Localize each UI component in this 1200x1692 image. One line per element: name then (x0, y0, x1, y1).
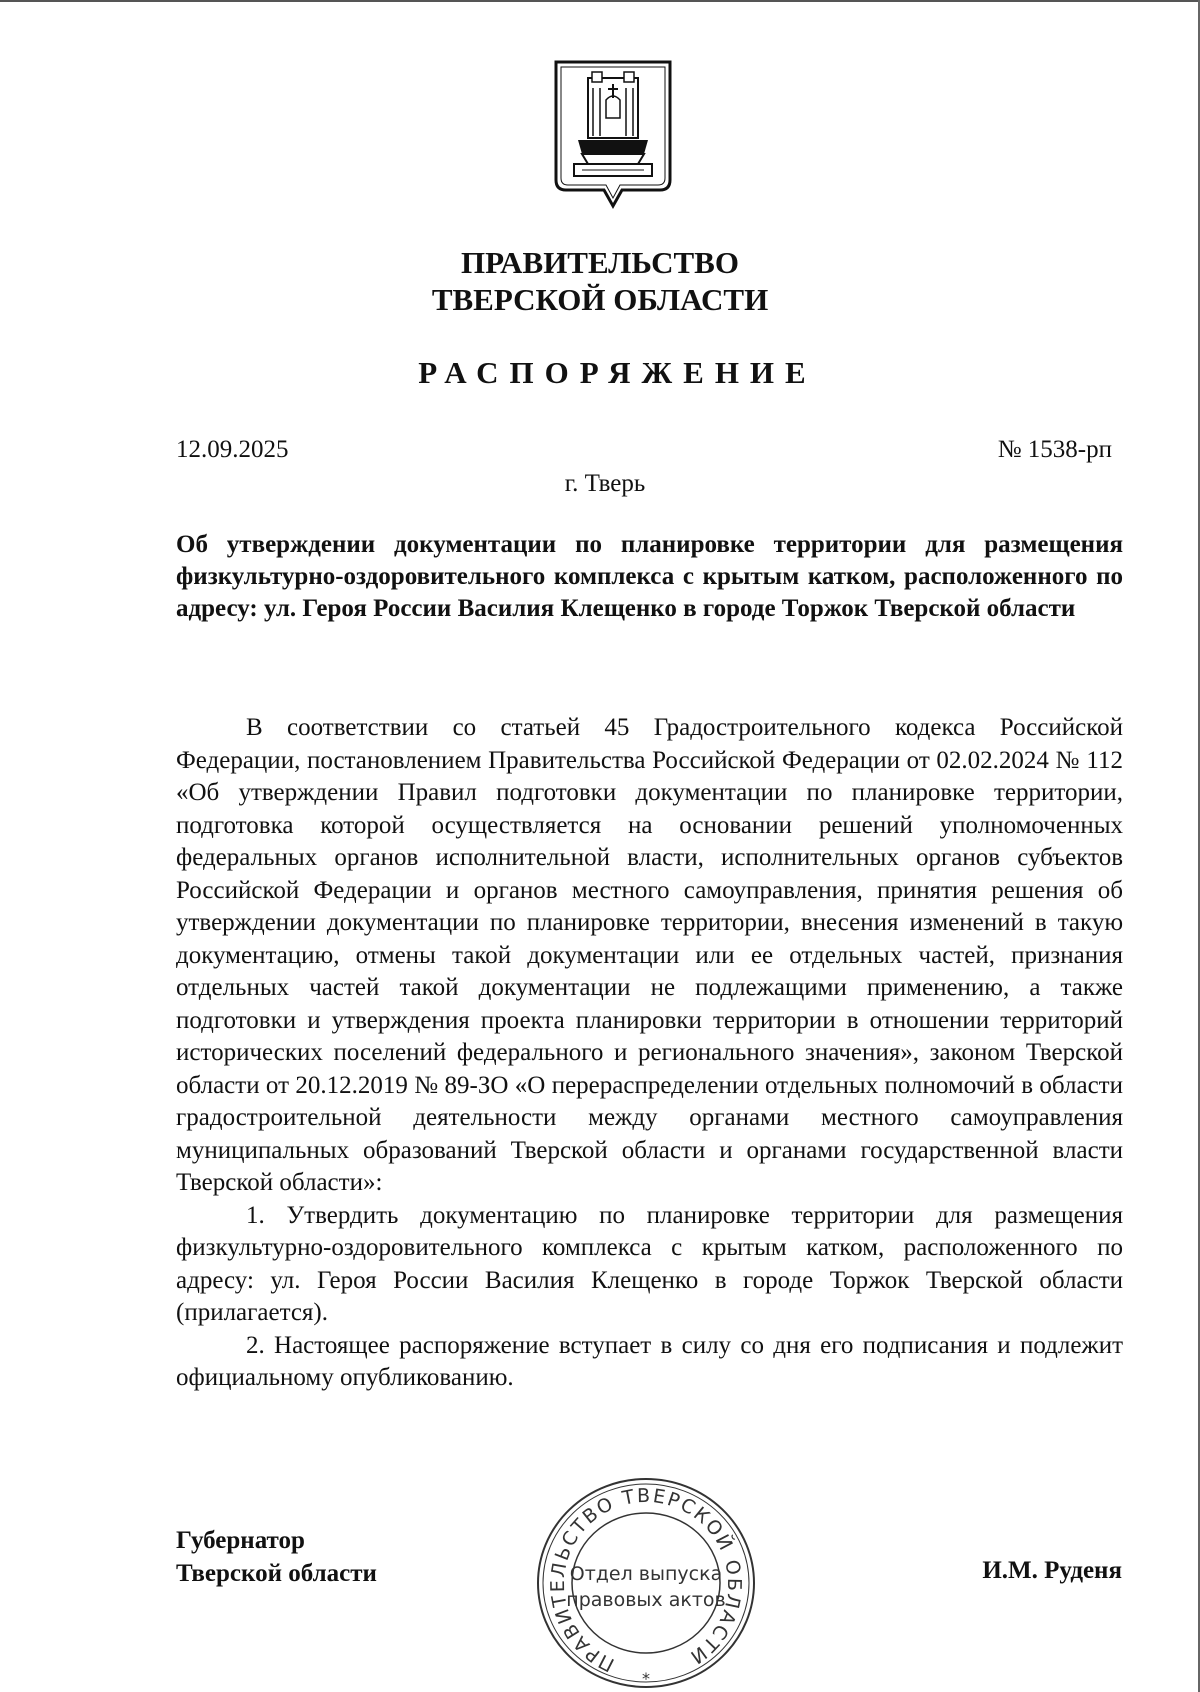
signatory-name: И.М. Руденя (982, 1557, 1122, 1584)
signatory-position-line-1: Губернатор (176, 1527, 305, 1554)
coat-of-arms-emblem (552, 58, 674, 210)
document-body (176, 712, 1123, 1395)
issuer-line-2: ТВЕРСКОЙ ОБЛАСТИ (431, 282, 769, 317)
document-number: № 1538-рп (997, 436, 1112, 463)
issuer-line-1: ПРАВИТЕЛЬСТВО (461, 245, 739, 280)
stamp-center-line-2: правовых актов (566, 1589, 726, 1611)
signatory-position (176, 1524, 377, 1590)
item-1-paragraph: 1. Утвердить документацию по планировке территории для размещения физкультурно-оздоровительного комплекса с крытым катком, расположенного по адресу: ул. Героя России Василия Клещенко в городе Торжок Тверской области (прилагается). (176, 1201, 1123, 1326)
item-2-paragraph: 2. Настоящее распоряжение вступает в силу со дня его подписания и подлежит официальному опубликованию. (176, 1331, 1123, 1391)
document-date: 12.09.2025 (176, 436, 289, 463)
document-title: Об утверждении документации по планировке территории для размещения физкультурно-оздоровительного комплекса с крытым катком, расположенного по адресу: ул. Героя России Василия Клещенко в городе Торжок Тверской области (176, 531, 1123, 622)
stamp-center-line-1: Отдел выпуска (569, 1563, 723, 1585)
official-stamp (532, 1474, 760, 1692)
document-type: РАСПОРЯЖЕНИЕ (418, 355, 817, 390)
signatory-position-line-2: Тверской области (176, 1560, 377, 1587)
stamp-star: * (642, 1669, 650, 1688)
scan-top-edge (0, 0, 1200, 2)
document-city: г. Тверь (564, 470, 646, 497)
stamp-ring-text: ПРАВИТЕЛЬСТВО ТВЕРСКОЙ ОБЛАСТИ (546, 1484, 746, 1676)
preamble-paragraph: В соответствии со статьей 45 Градостроительного кодекса Российской Федерации, постановлением Правительства Российской Федерации от 02.02.2024 № 112 «Об утверждении Правил подготовки документации по планировке территории, подготовка которой осуществляется на основании решений уполномоченных федеральных органов исполнительной власти, исполнительных органов субъектов Российской Федерации и органов местного самоуправления, принятия решения об утверждении документации по планировке территории, внесения изменений в такую документацию, отмены такой документации или ее отдельных частей, признания отдельных частей такой документации не подлежащими применению, а также подготовки и утверждения проекта планировки территории в отношении территорий исторических поселений федерального и регионального значения», законом Тверской области от 20.12.2019 № 89-ЗО «О перераспределении отдельных полномочий в области градостроительной деятельности между органами местного самоуправления муниципальных образований Тверской области и органами государственной власти Тверской области»: (176, 714, 1123, 1196)
